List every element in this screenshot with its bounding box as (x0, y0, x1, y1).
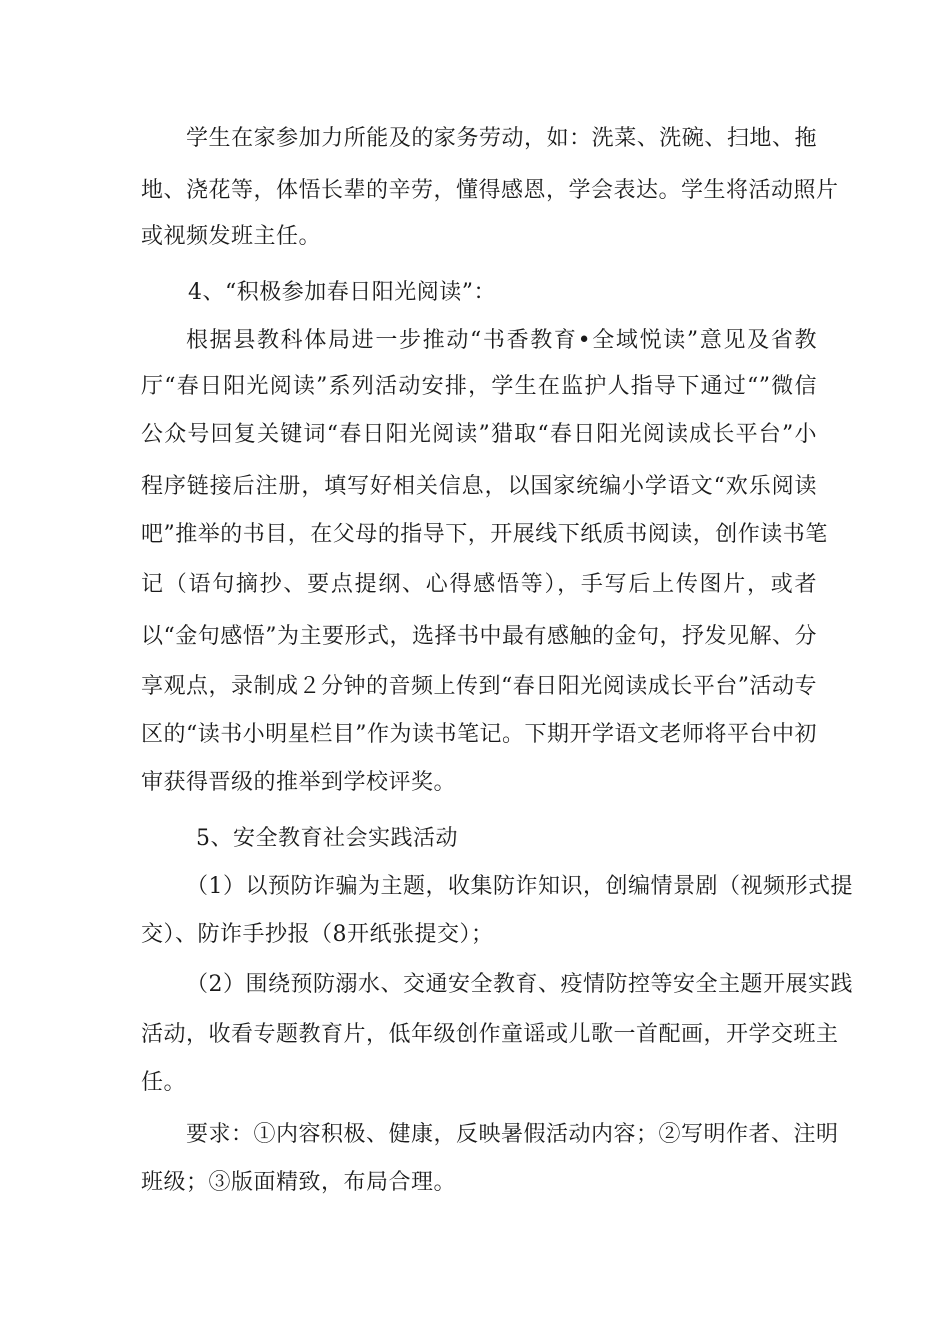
section-heading-safety: 5、安全教育社会实践活动 (196, 826, 458, 851)
paragraph-line: 要求：①内容积极、健康，反映暑假活动内容；②写明作者、注明 (186, 1122, 839, 1147)
paragraph-line: （2）围绕预防溺水、交通安全教育、疫情防控等安全主题开展实践 (186, 972, 853, 997)
paragraph-line: 班级；③版面精致，布局合理。 (141, 1170, 457, 1195)
paragraph-line: 学生在家参加力所能及的家务劳动，如：洗菜、洗碗、扫地、拖 (186, 126, 817, 151)
paragraph-line: 吧”推举的书目，在父母的指导下，开展线下纸质书阅读，创作读书笔 (141, 522, 828, 547)
section-heading-reading: 4、“积极参加春日阳光阅读”： (188, 280, 496, 305)
paragraph-line: 或视频发班主任。 (141, 224, 322, 249)
paragraph-line: 活动，收看专题教育片，低年级创作童谣或儿歌一首配画，开学交班主 (141, 1022, 839, 1047)
paragraph-line: 程序链接后注册，填写好相关信息，以国家统编小学语文“欢乐阅读 (141, 474, 817, 499)
paragraph-line: 区的“读书小明星栏目”作为读书笔记。下期开学语文老师将平台中初 (141, 722, 817, 747)
paragraph-line: 以“金句感悟”为主要形式，选择书中最有感触的金句，抒发见解、分 (141, 624, 817, 649)
paragraph-line: （1）以预防诈骗为主题，收集防诈知识，创编情景剧（视频形式提 (186, 874, 853, 899)
paragraph-line: 地、浇花等，体悟长辈的辛劳，懂得感恩，学会表达。学生将活动照片 (141, 178, 839, 203)
paragraph-line: 厅“春日阳光阅读”系列活动安排，学生在监护人指导下通过“”微信 (141, 374, 817, 399)
paragraph-line: 公众号回复关键词“春日阳光阅读”猎取“春日阳光阅读成长平台”小 (141, 422, 817, 447)
paragraph-line: 任。 (141, 1070, 187, 1095)
paragraph-line: 审获得晋级的推举到学校评奖。 (141, 770, 457, 795)
paragraph-line: 交）、防诈手抄报（8开纸张提交）； (141, 922, 494, 947)
paragraph-line: 记（语句摘抄、要点提纲、心得感悟等），手写后上传图片，或者 (141, 572, 817, 597)
paragraph-line: 享观点，录制成２分钟的音频上传到“春日阳光阅读成长平台”活动专 (141, 674, 817, 699)
paragraph-line: 根据县教科体局进一步推动“书香教育•全域悦读”意见及省教 (186, 328, 817, 353)
